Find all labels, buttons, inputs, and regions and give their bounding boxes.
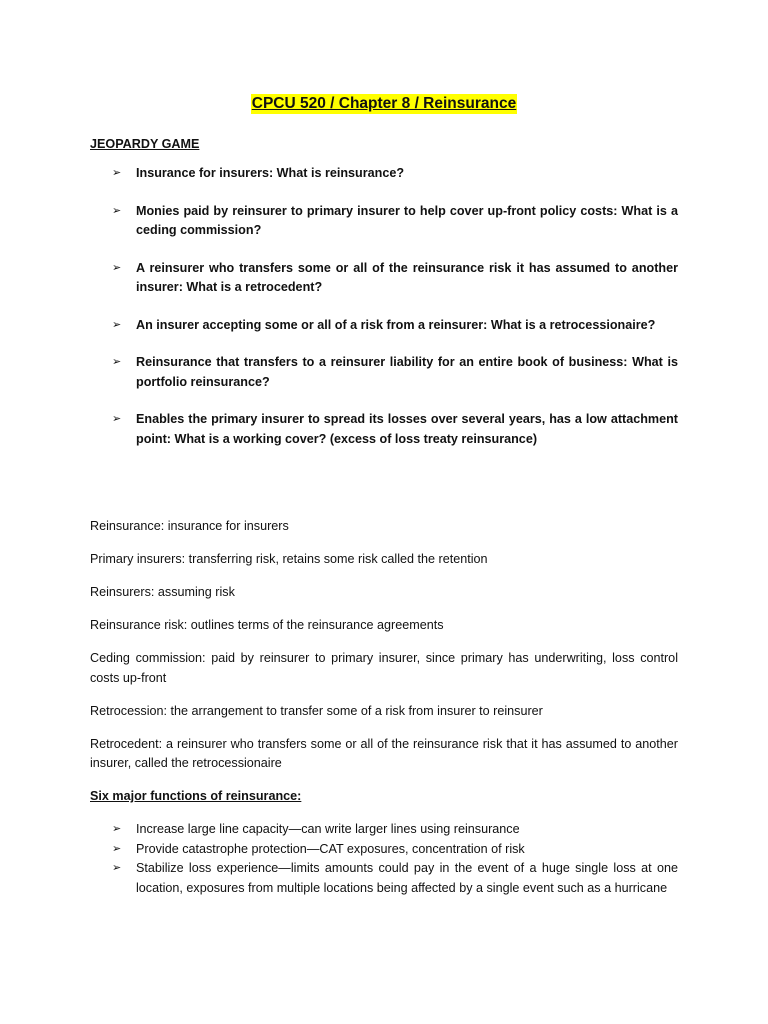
note-paragraph: Reinsurance: insurance for insurers — [90, 519, 289, 533]
list-item: ➢ Reinsurance that transfers to a reinsurer liability for an entire book of business: What is portfolio reinsurance? — [112, 355, 678, 389]
functions-list — [90, 820, 678, 898]
arrow-bullet-icon: ➢ — [112, 167, 122, 179]
arrow-bullet-icon: ➢ — [112, 823, 122, 835]
list-item: ➢ Increase large line capacity—can write larger lines using reinsurance — [90, 820, 678, 840]
arrow-bullet-icon: ➢ — [112, 413, 122, 425]
list-item: ➢ A reinsurer who transfers some or all of the reinsurance risk it has assumed to another insurer: What is a retrocedent? — [112, 260, 678, 294]
note-paragraph: Reinsurance risk: outlines terms of the reinsurance agreements — [90, 618, 444, 632]
arrow-bullet-icon: ➢ — [112, 318, 122, 331]
note-paragraph: Retrocession: the arrangement to transfer some of a risk from insurer to reinsurer — [90, 703, 543, 718]
arrow-bullet-icon: ➢ — [112, 356, 122, 368]
note-paragraph: Ceding commission: paid by reinsurer to primary insurer, since primary has underwriting, loss control costs up-front — [90, 651, 678, 685]
arrow-bullet-icon: ➢ — [112, 261, 122, 274]
list-item: ➢ An insurer accepting some or all of a risk from a reinsurer: What is a retrocessionaire? — [90, 316, 678, 336]
arrow-bullet-icon: ➢ — [112, 204, 122, 217]
note-paragraph: Primary insurers: transferring risk, retains some risk called the retention — [90, 552, 488, 566]
arrow-bullet-icon: ➢ — [112, 862, 122, 874]
list-item: ➢ Enables the primary insurer to spread its losses over several years, has a low attachment point: What is a working cover? (excess of loss treaty reinsurance) — [112, 412, 678, 446]
jeopardy-list — [90, 164, 678, 467]
note-paragraph: Retrocedent: a reinsurer who transfers some or all of the reinsurance risk that it has assumed to another insurer, called the retrocessionaire — [90, 736, 678, 770]
page-title: CPCU 520 / Chapter 8 / Reinsurance — [251, 95, 517, 112]
jeopardy-heading: JEOPARDY GAME — [90, 137, 200, 151]
list-item: ➢ Stabilize loss experience—limits amounts could pay in the event of a huge single loss at one location, exposures from multiple locations being affected by a single event such as a hurricane — [112, 861, 678, 895]
list-item: ➢ Provide catastrophe protection—CAT exposures, concentration of risk — [90, 840, 678, 860]
functions-heading: Six major functions of reinsurance: — [90, 789, 302, 803]
list-item: ➢ Monies paid by reinsurer to primary insurer to help cover up-front policy costs: What is a ceding commission? — [112, 203, 678, 237]
list-item: ➢ Insurance for insurers: What is reinsurance? — [90, 164, 678, 184]
arrow-bullet-icon: ➢ — [112, 842, 122, 855]
notes-section — [90, 517, 678, 898]
title-container — [0, 94, 768, 115]
note-paragraph: Reinsurers: assuming risk — [90, 585, 235, 599]
